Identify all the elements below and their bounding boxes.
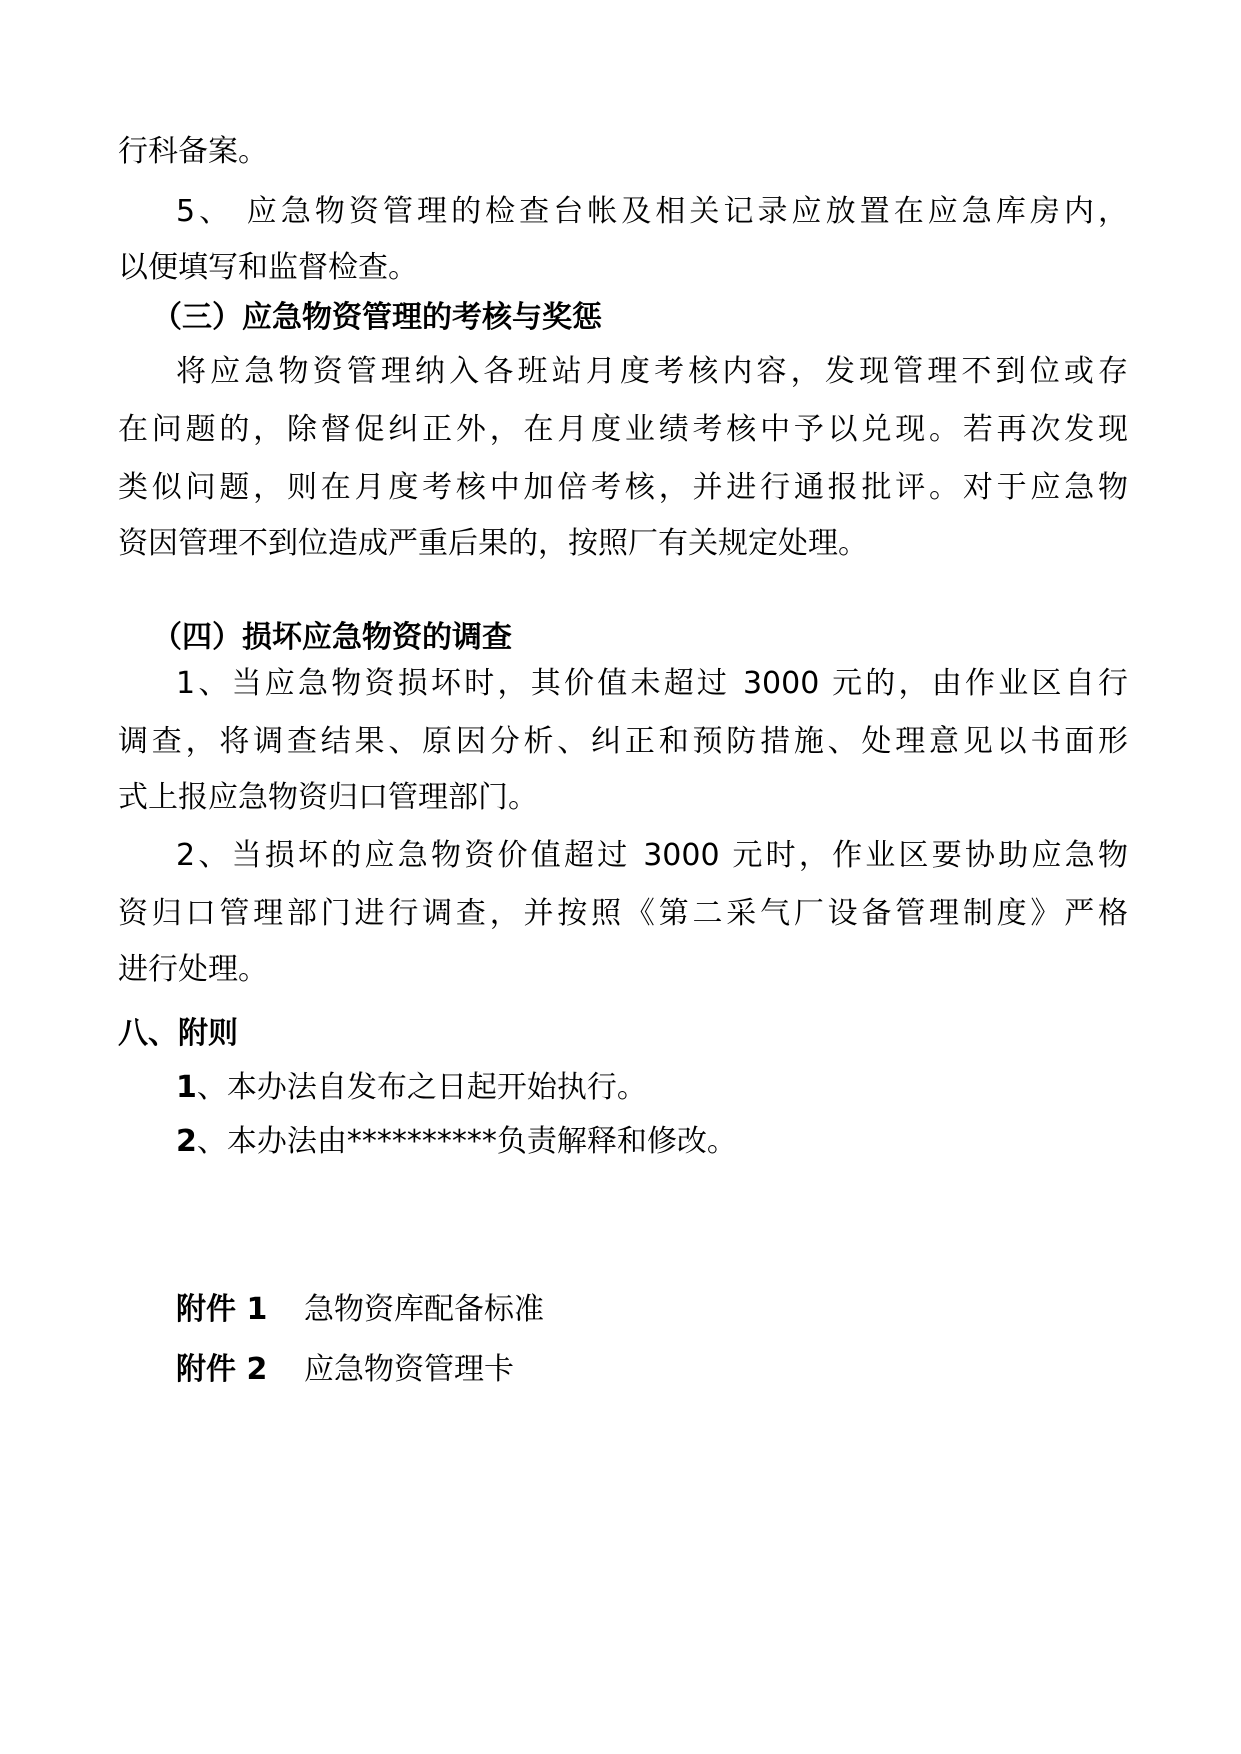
paragraph-line: 以便填写和监督检查。: [118, 250, 418, 285]
list-item: [176, 1068, 1128, 1108]
paragraph-line: 类似问题，则在月度考核中加倍考核，并进行通报批评。对于应急物: [118, 470, 1128, 505]
list-item-text: 、本办法由**********负责解释和修改。: [196, 1124, 737, 1159]
paragraph-line: 1、当应急物资损坏时，其价值未超过 3000 元的，由作业区自行: [176, 666, 1128, 701]
paragraph-line: 在问题的，除督促纠正外，在月度业绩考核中予以兑现。若再次发现: [118, 412, 1128, 447]
attachment-title: 应急物资管理卡: [304, 1352, 514, 1387]
paragraph-line: 资因管理不到位造成严重后果的，按照厂有关规定处理。: [118, 526, 868, 561]
section-heading: （三）应急物资管理的考核与奖惩: [152, 300, 602, 335]
paragraph-line: 将应急物资管理纳入各班站月度考核内容，发现管理不到位或存: [176, 354, 1128, 389]
attachment-label: 附件 2: [176, 1352, 268, 1387]
attachment-title: 急物资库配备标准: [304, 1292, 544, 1327]
paragraph-line: 行科备案。: [118, 134, 268, 169]
paragraph-line: 5、 应急物资管理的检查台帐及相关记录应放置在应急库房内，: [176, 194, 1128, 229]
attachment-item: [176, 1290, 1128, 1330]
list-item-text: 、本办法自发布之日起开始执行。: [196, 1070, 647, 1105]
paragraph-line: 2、当损坏的应急物资价值超过 3000 元时，作业区要协助应急物: [176, 838, 1128, 873]
paragraph-line: 调查，将调查结果、原因分析、纠正和预防措施、处理意见以书面形: [118, 724, 1128, 759]
attachment-item: [176, 1350, 1128, 1390]
section-heading: （四）损坏应急物资的调查: [152, 620, 512, 655]
paragraph-line: 式上报应急物资归口管理部门。: [118, 780, 538, 815]
attachment-label: 附件 1: [176, 1292, 268, 1327]
paragraph-line: 进行处理。: [118, 952, 268, 987]
chapter-heading: 八、附则: [118, 1016, 238, 1051]
list-item-number: 2: [176, 1124, 197, 1159]
paragraph-line: 资归口管理部门进行调查，并按照《第二采气厂设备管理制度》严格: [118, 896, 1128, 931]
list-item-number: 1: [176, 1070, 197, 1105]
list-item: [176, 1122, 1128, 1162]
